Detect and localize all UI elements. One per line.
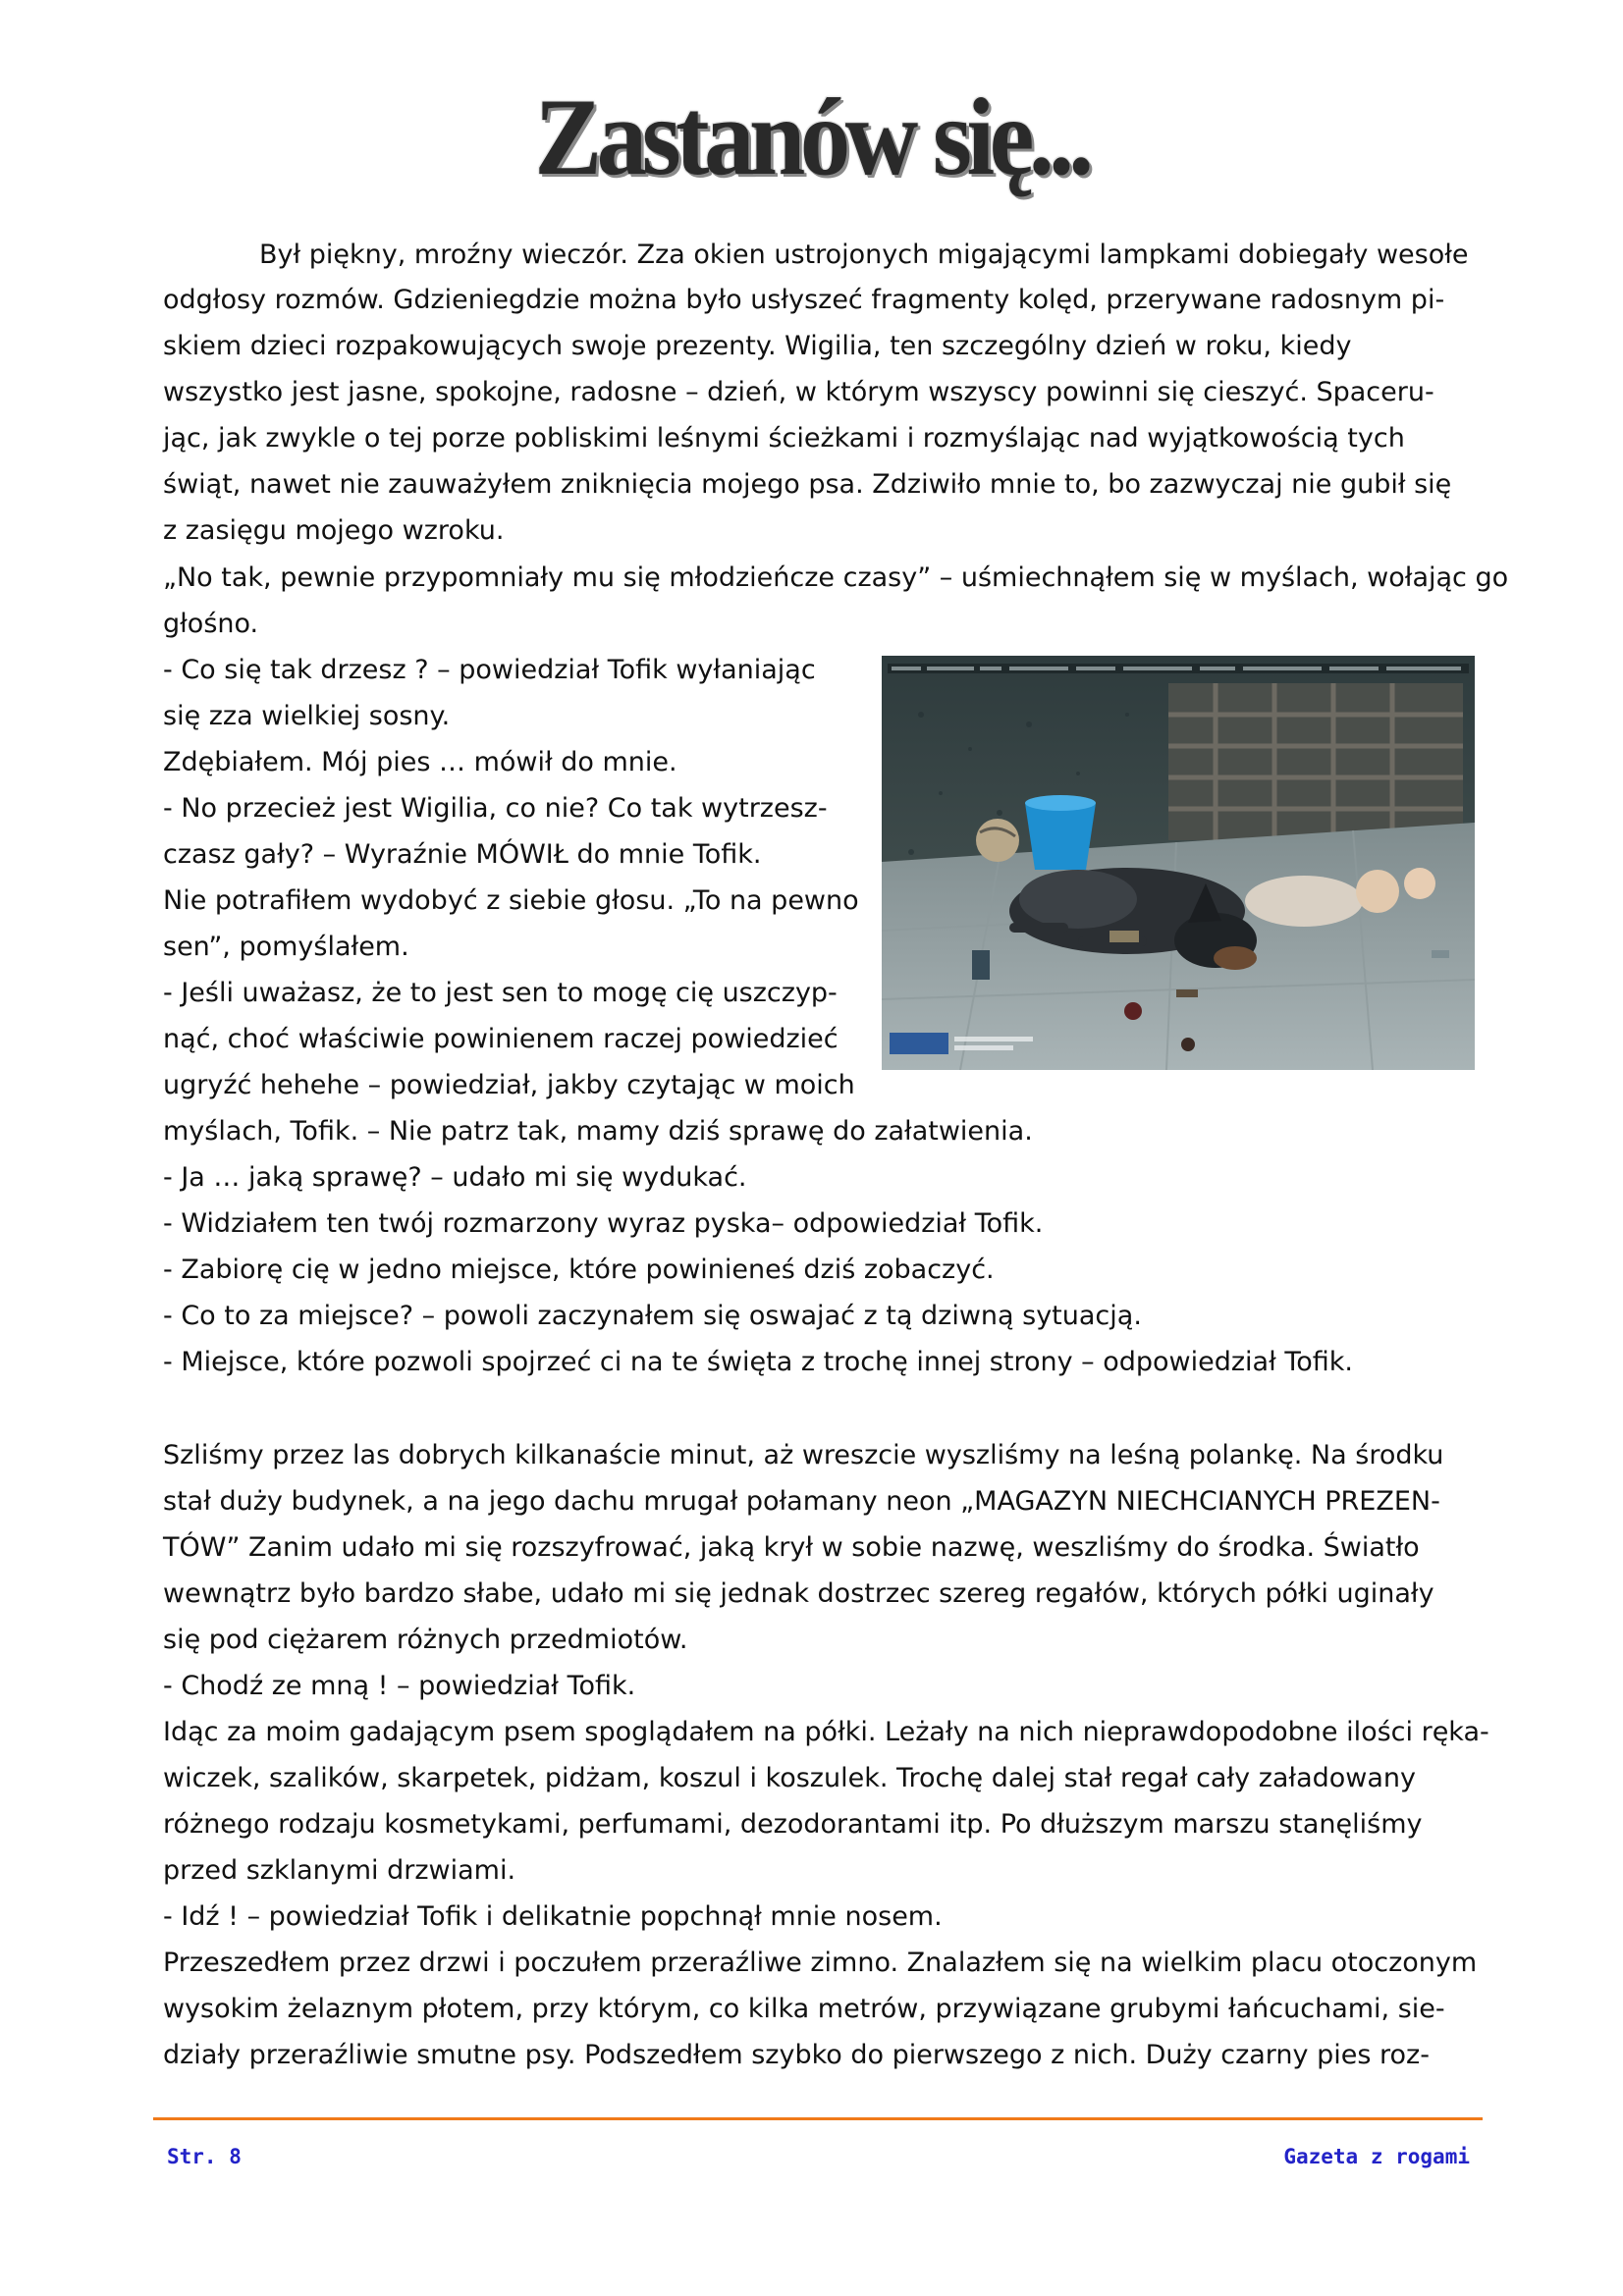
text-line: - Jeśli uważasz, że to jest sen to mogę cię uszczyp- (163, 978, 838, 1008)
text-line: - Co się tak drzesz ? – powiedział Tofik wyłaniając (163, 655, 816, 685)
text-line: - Widziałem ten twój rozmarzony wyraz pyska– odpowiedział Tofik. (163, 1208, 1044, 1239)
text-line: wiczek, szalików, skarpetek, pidżam, koszul i koszulek. Trochę dalej stał regał cały załadowany (163, 1763, 1417, 1793)
footer-rule (153, 2117, 1483, 2120)
text-line: myślach, Tofik. – Nie patrz tak, mamy dziś sprawę do załatwienia. (163, 1116, 1033, 1147)
text-line: wewnątrz było bardzo słabe, udało mi się jednak dostrzec szereg regałów, których półki uginały (163, 1578, 1434, 1609)
text-line: wysokim żelaznym płotem, przy którym, co kilka metrów, przywiązane grubymi łańcuchami, sie- (163, 1994, 1445, 2024)
abandoned-dog-photo (882, 656, 1475, 1070)
publication-name: Gazeta z rogami (1283, 2145, 1470, 2168)
text-line: TÓW” Zanim udało mi się rozszyfrować, jaką krył w sobie nazwę, weszliśmy do środka. Światło (163, 1532, 1420, 1563)
text-line: - Miejsce, które pozwoli spojrzeć ci na te święta z trochę innej strony – odpowiedział Tofik. (163, 1347, 1353, 1377)
text-line: z zasięgu mojego wzroku. (163, 515, 505, 546)
text-line: głośno. (163, 609, 259, 639)
page-number: Str. 8 (167, 2145, 242, 2168)
text-line: Szliśmy przez las dobrych kilkanaście minut, aż wreszcie wyszliśmy na leśną polankę. Na środku (163, 1440, 1444, 1470)
text-line: jąc, jak zwykle o tej porze pobliskimi leśnymi ścieżkami i rozmyślając nad wyjątkowością tych (163, 423, 1405, 454)
text-line: - Co to za miejsce? – powoli zaczynałem się oswajać z tą dziwną sytuacją. (163, 1301, 1142, 1331)
text-line: przed szklanymi drzwiami. (163, 1855, 516, 1886)
text-line: działy przeraźliwie smutne psy. Podszedłem szybko do pierwszego z nich. Duży czarny pies roz- (163, 2040, 1430, 2070)
text-line: - Idź ! – powiedział Tofik i delikatnie popchnął mnie nosem. (163, 1901, 943, 1932)
text-line: „No tak, pewnie przypomniały mu się młodzieńcze czasy” – uśmiechnąłem się w myślach, wołając go (163, 562, 1509, 593)
text-line: czasz gały? – Wyraźnie MÓWIŁ do mnie Tofik. (163, 839, 762, 870)
text-line: się zza wielkiej sosny. (163, 701, 451, 731)
text-line: - Chodź ze mną ! – powiedział Tofik. (163, 1671, 636, 1701)
text-line: świąt, nawet nie zauważyłem zniknięcia mojego psa. Zdziwiło mnie to, bo zazwyczaj nie gubił się (163, 469, 1452, 500)
text-line: nąć, choć właściwie powinienem raczej powiedzieć (163, 1024, 839, 1054)
text-line: stał duży budynek, a na jego dachu mrugał połamany neon „MAGAZYN NIECHCIANYCH PREZEN- (163, 1486, 1440, 1517)
article-title: Zastanów się... (534, 77, 1089, 198)
text-line: - Zabiorę cię w jedno miejsce, które powinieneś dziś zobaczyć. (163, 1255, 995, 1285)
text-line: odgłosy rozmów. Gdzieniegdzie można było usłyszeć fragmenty kolęd, przerywane radosnym pi- (163, 285, 1445, 315)
text-line: skiem dzieci rozpakowujących swoje prezenty. Wigilia, ten szczególny dzień w roku, kiedy (163, 331, 1352, 361)
text-line: się pod ciężarem różnych przedmiotów. (163, 1625, 688, 1655)
text-line: Był piękny, mroźny wieczór. Zza okien ustrojonych migającymi lampkami dobiegały wesołe (259, 240, 1469, 270)
text-line: wszystko jest jasne, spokojne, radosne – dzień, w którym wszyscy powinni się cieszyć. Spaceru- (163, 377, 1434, 407)
text-line: sen”, pomyślałem. (163, 932, 409, 962)
text-line: - No przecież jest Wigilia, co nie? Co tak wytrzesz- (163, 793, 828, 824)
text-line: Idąc za moim gadającym psem spoglądałem na półki. Leżały na nich nieprawdopodobne ilości ręka- (163, 1717, 1489, 1747)
text-line: Nie potrafiłem wydobyć z siebie głosu. „To na pewno (163, 885, 859, 916)
text-line: - Ja … jaką sprawę? – udało mi się wydukać. (163, 1162, 747, 1193)
text-line: Zdębiałem. Mój pies … mówił do mnie. (163, 747, 677, 777)
text-line: Przeszedłem przez drzwi i poczułem przeraźliwe zimno. Znalazłem się na wielkim placu otoczonym (163, 1948, 1478, 1978)
text-line: różnego rodzaju kosmetykami, perfumami, dezodorantami itp. Po dłuższym marszu stanęliśmy (163, 1809, 1423, 1840)
text-line: ugryźć hehehe – powiedział, jakby czytając w moich (163, 1070, 855, 1100)
